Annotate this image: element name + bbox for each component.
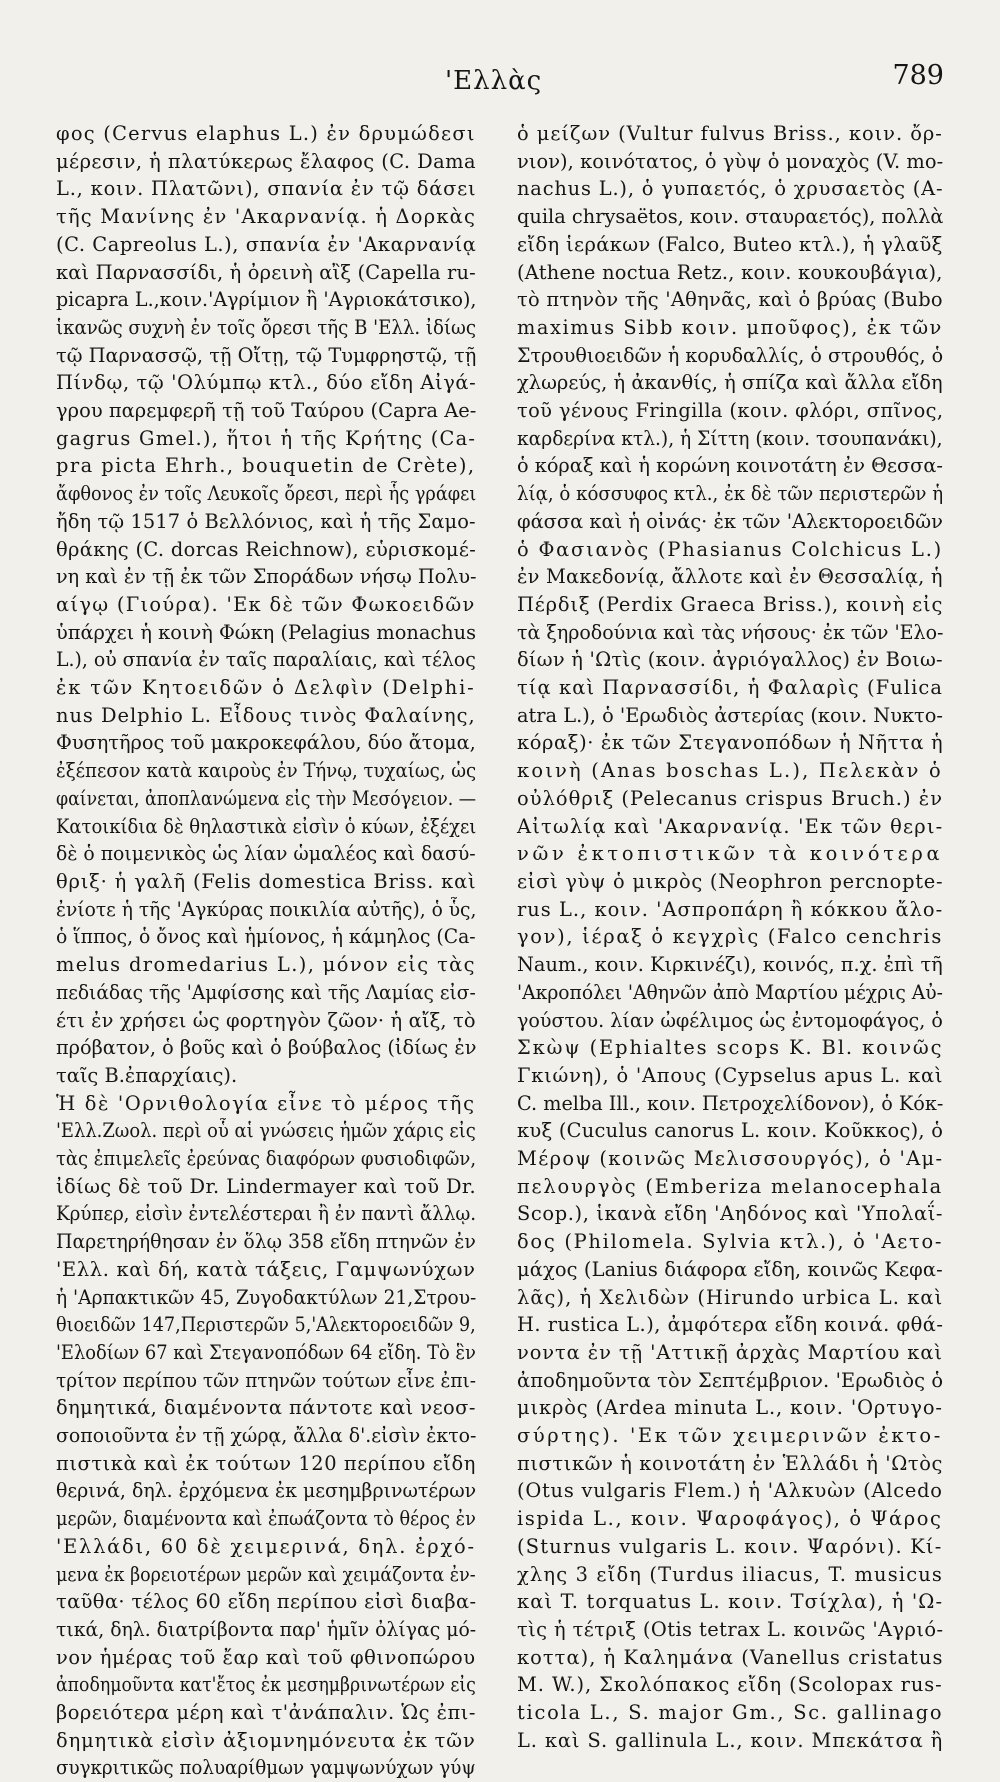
text-line: ἀποδημοῦντα τὸν Σεπτέμβριον. 'Ερωδιὸς ὁ (517, 1368, 944, 1392)
text-line: κοττα), ἡ Καλημάνα (Vanellus cristatus (517, 1645, 944, 1669)
text-line: χλης 3 εἴδη (Turdus iliacus, T. musicus (517, 1562, 944, 1586)
text-line: φαίνεται, ἀποπλανώμενα εἰς τὴν Μεσόγειον. — (56, 786, 476, 810)
text-line: καρδερίνα κτλ.), ἡ Σίττη (κοιν. τσουπανάκι), (517, 426, 943, 450)
text-line: οὐλόθριξ (Pelecanus crispus Bruch.) ἐν (517, 786, 944, 810)
text-line: ἀποδημοῦντα κατ'ἔτος ἐκ μεσημβρινωτέρων εἰς (56, 1673, 476, 1697)
text-line: L., κοιν. Πλατῶνι), σπανία ἐν τῷ δάσει (56, 177, 477, 201)
text-line: Naum., κοιν. Κιρκινέζι), κοινός, π.χ. ἐπὶ τῆ (517, 953, 943, 977)
text-line: πιστικῶν ἡ κοινοτάτη ἐν Ἑλλάδι ἡ 'Ωτὸς (517, 1451, 943, 1475)
text-line: θριξ· ἡ γαλῆ (Felis domestica Briss. καὶ (56, 869, 477, 893)
text-line: ἰδίως δὲ τοῦ Dr. Lindermayer καὶ τοῦ Dr. (56, 1174, 477, 1198)
text-line: δημητικὰ εἰσὶν ἀξιομνημόνευτα ἐκ τῶν (56, 1728, 476, 1752)
text-line: τοῦ γένους Fringilla (κοιν. φλόρι, σπῖνος, (517, 399, 944, 423)
text-line: νῶν ἐκτοπιστικῶν τὰ κοινότερα (517, 842, 944, 866)
text-line: ὁ Φασιανὸς (Phasianus Colchicus L.) (517, 537, 944, 561)
text-line: γον), ἱέραξ ὁ κεγχρὶς (Falco cenchris (517, 925, 944, 949)
text-line: maximus Sibb κοιν. μποῦφος), ἐκ τῶν (517, 315, 943, 339)
text-line: Αἰτωλίᾳ καὶ 'Ακαρνανίᾳ. 'Εκ τῶν θερι- (517, 814, 944, 838)
text-line: κοινὴ (Anas boschas L.), Πελεκὰν ὁ (517, 759, 943, 783)
text-line: συγκριτικῶς πολυαρίθμων γαμψωνύχων γύψ (56, 1756, 476, 1780)
text-line: πελουργὸς (Emberiza melanocephala (517, 1174, 943, 1198)
right-column (517, 120, 944, 1752)
text-line: gagrus Gmel.), ἥτοι ἡ τῆς Κρήτης (Ca- (56, 426, 477, 450)
text-line: ticola L., S. major Gm., Sc. gallinago (517, 1701, 944, 1725)
text-line: M. W.), Σκολόπακος εἴδη (Scolopax rus- (517, 1673, 943, 1697)
text-line: σύρτης). 'Εκ τῶν χειμερινῶν ἐκτο- (517, 1424, 943, 1448)
text-line: πεδιάδας τῆς 'Αμφίσσης καὶ τῆς Λαμίας εἰσ- (56, 980, 476, 1004)
text-line: 'Ελλ.Ζωολ. περὶ οὗ αἱ γνώσεις ἡμῶν χάρις εἰς (56, 1119, 476, 1143)
text-line: μάχος (Lanius διάφορα εἴδη, κοινῶς Κεφα- (517, 1257, 943, 1281)
text-line: θράκης (C. dorcas Reichnow), εὑρισκομέ- (56, 537, 477, 561)
text-line: σοποιοῦντα ἐν τῇ χώρᾳ, ἄλλα δ'.εἰσὶν ἐκτο- (56, 1424, 477, 1448)
text-line: L. καὶ S. gallinula L., κοιν. Μπεκάτσα ἢ (517, 1728, 944, 1752)
page-header (0, 58, 1000, 98)
text-line: τρίτον περίπου τῶν πτηνῶν τούτων εἶνε ἐπι- (56, 1368, 477, 1392)
text-line: ὁ κόραξ καὶ ἡ κορώνη κοινοτάτη ἐν Θεσσα- (517, 454, 943, 478)
text-line: ὑπάρχει ἡ κοινὴ Φώκη (Pelagius monachus (56, 620, 477, 644)
text-line: νη καὶ ἐν τῇ ἐκ τῶν Σποράδων νήσῳ Πολυ- (56, 565, 477, 589)
text-line: τίᾳ καὶ Παρνασσίδι, ἡ Φαλαρὶς (Fulica (517, 676, 944, 700)
text-line: νον ἡμέρας τοῦ ἔαρ καὶ τοῦ φθινοπώρου (56, 1645, 476, 1669)
text-line: λίᾳ, ὁ κόσσυφος κτλ., ἐκ δὲ τῶν περιστερῶν ἡ (517, 482, 944, 506)
text-line: μενα ἐκ βορειοτέρων μερῶν καὶ χειμάζοντα ἐν- (56, 1562, 476, 1586)
text-line: (Otus vulgaris Flem.) ἡ 'Αλκυὼν (Alcedo (517, 1479, 943, 1503)
text-line: ispida L., κοιν. Ψαροφάγος), ὁ Ψάρος (517, 1507, 943, 1531)
text-line: ταῖς Β.ἐπαρχίαις). (56, 1063, 238, 1087)
text-line: δίων ἡ 'Ωτὶς (κοιν. ἀγριόγαλλος) ἐν Βοιω- (517, 648, 943, 672)
text-line: ἐξέπεσον κατὰ καιροὺς ἐν Τήνῳ, τυχαίως, ὡς (56, 759, 477, 783)
text-line: ὁ μείζων (Vultur fulvus Briss., κοιν. ὄρ- (517, 122, 943, 145)
left-column (56, 120, 477, 1780)
text-line: Γκιώνη), ὁ 'Απους (Cypselus apus L. καὶ (517, 1063, 944, 1087)
text-line: γούστου. λίαν ὠφέλιμος ὡς ἐντομοφάγος, ὁ (517, 1008, 943, 1032)
text-line: τῷ Παρνασσῷ, τῇ Οἴτῃ, τῷ Τυμφρηστῷ, τῇ (56, 343, 477, 367)
text-line: nachus L.), ὁ γυπαετός, ὁ χρυσαετὸς (A- (517, 177, 944, 201)
text-line: χλωρεύς, ἡ ἀκανθίς, ἡ σπίζα καὶ ἄλλα εἴδη (517, 371, 943, 395)
text-line: καὶ T. torquatus L. κοιν. Τσίχλα), ἡ 'Ω- (517, 1590, 944, 1614)
text-line: καὶ Παρνασσίδι, ἡ ὀρεινὴ αἲξ (Capella ru- (56, 260, 476, 284)
text-line: (Sturnus vulgaris L. κοιν. Ψαρόνι). Κί- (517, 1534, 943, 1558)
text-line: νοντα ἐν τῇ 'Αττικῇ ἀρχὰς Μαρτίου καὶ (517, 1340, 943, 1364)
text-line: τὰς ἐπιμελεῖς ἐρεύνας διαφόρων φυσιοδιφῶν, (56, 1147, 477, 1171)
text-line: φάσσα καὶ ἡ οἰνάς· ἐκ τῶν 'Αλεκτοροειδῶν (517, 509, 943, 533)
text-line: πρόβατον, ὁ βοῦς καὶ ὁ βούβαλος (ἰδίως ἐν (56, 1036, 477, 1060)
page-number: 789 (892, 60, 944, 91)
text-line: Πέρδιξ (Perdix Graeca Briss.), κοινὴ εἰς (517, 592, 944, 616)
text-line: ὁ ἵππος, ὁ ὄνος καὶ ἡμίονος, ἡ κάμηλος (Ca- (56, 925, 476, 949)
text-line: μικρὸς (Ardea minuta L., κοιν. 'Ορτυγο- (517, 1396, 943, 1420)
text-line: δὲ ὁ ποιμενικὸς ὡς λίαν ὡμαλέος καὶ δασύ- (56, 842, 476, 866)
text-line: νιον), κοινότατος, ὁ γὺψ ὁ μοναχὸς (V. mo- (517, 149, 944, 173)
text-line: τὰ ξηροδούνια καὶ τὰς νήσους· ἐκ τῶν 'Ελο- (517, 620, 944, 644)
text-line: ἐνίοτε ἡ τῆς 'Αγκύρας ποικιλία αὐτῆς), ὁ ὗς, (56, 897, 477, 921)
text-line: φος (Cervus elaphus L.) ἐν δρυμώδεσι (56, 122, 476, 145)
text-line: τῆς Μανίνης ἐν 'Ακαρνανίᾳ. ἡ Δορκὰς (56, 205, 477, 229)
text-line: βορειότερα μέρη καὶ τ'ἀνάπαλιν. Ὡς ἐπι- (56, 1701, 476, 1725)
text-line: δημητικά, διαμένοντα πάντοτε καὶ νεοσ- (56, 1396, 476, 1420)
text-line: έτι ἐν χρήσει ὡς φορτηγὸν ζῶον· ἡ αἴξ, τὸ (56, 1008, 476, 1032)
text-line: τὸ πτηνὸν τῆς 'Αθηνᾶς, καὶ ὁ βρύας (Bubo (517, 288, 943, 312)
text-line: 'Ελοδίων 67 καὶ Στεγανοπόδων 64 εἴδη. Τὸ ἓν (56, 1340, 476, 1364)
text-line: ἱκανῶς συχνὴ ἐν τοῖς ὄρεσι τῆς Β 'Ελλ. ἰδίως (56, 315, 477, 339)
running-title: 'Ελλὰς (445, 66, 543, 96)
text-line: εἰσὶ γὺψ ὁ μικρὸς (Neophron percnopte- (517, 869, 944, 893)
text-line: L.), οὐ σπανία ἐν ταῖς παραλίαις, καὶ τέλος (56, 648, 476, 672)
text-line: Στρουθιοειδῶν ἡ κορυδαλλίς, ὁ στρουθός, ὁ (517, 343, 944, 367)
text-line: κόραξ)· ἐκ τῶν Στεγανοπόδων ἡ Νῆττα ἡ (517, 731, 944, 755)
text-line: quila chrysaëtos, κοιν. σταυραετός), πολλὰ (517, 205, 944, 229)
text-line: ἄφθονος ἐν τοῖς Λευκοῖς ὄρεσι, περὶ ἧς γράφει (56, 482, 477, 506)
text-line: (C. Capreolus L.), σπανία ἐν 'Ακαρνανίᾳ (56, 232, 477, 256)
text-line: μέρεσιν, ἡ πλατύκερως ἔλαφος (C. Dama (56, 149, 477, 173)
text-line: (Athene noctua Retz., κοιν. κουκουβάγια), (517, 260, 943, 284)
text-line: εἴδη ἱεράκων (Falco, Buteo κτλ.), ἡ γλαῦξ (517, 232, 943, 256)
text-line: Σκὼψ (Ephialtes scops K. Bl. κοινῶς (517, 1036, 944, 1060)
text-line: τὶς ἡ τέτριξ (Otis tetrax L. κοινῶς 'Αγριό- (517, 1617, 944, 1641)
text-line: rus L., κοιν. 'Ασπροπάρη ἢ κόκκου ἄλο- (517, 897, 944, 921)
text-line: Κατοικίδια δὲ θηλαστικὰ εἰσὶν ὁ κύων, ἐξέχει (56, 814, 477, 838)
text-line: δος (Philomela. Sylvia κτλ.), ὁ 'Αετο- (517, 1230, 944, 1254)
text-line: τικά, δηλ. διατρίβοντα παρ' ἡμῖν ὀλίγας μό- (56, 1617, 477, 1641)
text-line: Μέροψ (κοινῶς Μελισσουργός), ὁ 'Αμ- (517, 1147, 944, 1171)
text-line: θερινά, δηλ. ἐρχόμενα ἐκ μεσημβρινωτέρων (56, 1479, 477, 1503)
text-line: 'Ελλ. καὶ δή, κατὰ τάξεις, Γαμψωνύχων (56, 1257, 476, 1281)
text-line: Πίνδῳ, τῷ 'Ολύμπῳ κτλ., δύο εἴδη Αἰγά- (56, 371, 477, 395)
text-line: κυξ (Cuculus canorus L. κοιν. Κοῦκκος), ὁ (517, 1119, 944, 1143)
text-line: ἐκ τῶν Κητοειδῶν ὁ Δελφὶν (Delphi- (56, 676, 476, 700)
text-line: nus Delphio L. Εἶδους τινὸς Φαλαίνης, (56, 703, 476, 727)
text-line: ἐν Μακεδονίᾳ, ἄλλοτε καὶ ἐν Θεσσαλίᾳ, ἡ (517, 565, 943, 589)
text-line: Scop.), ἱκανὰ εἴδη 'Αηδόνος καὶ 'Υπολαΐ- (517, 1202, 944, 1226)
text-line: λᾶς), ἡ Χελιδὼν (Hirundo urbica L. καὶ (517, 1285, 944, 1309)
text-line: C. melba Ill., κοιν. Πετροχελίδονον), ὁ Κόκ- (517, 1091, 944, 1115)
text-line: Ἡ δὲ 'Ορνιθολογία εἶνε τὸ μέρος τῆς (56, 1091, 476, 1115)
text-line: pra picta Ehrh., bouquetin de Crète), (56, 454, 476, 478)
text-line: picapra L.,κοιν.'Αγρίμιον ἢ 'Αγριοκάτσικο), (56, 288, 477, 312)
text-line: μερῶν, διαμένοντα καὶ ἐπωάζοντα τὸ θέρος ἐν (56, 1507, 476, 1531)
text-line: melus dromedarius L.), μόνον εἰς τὰς (56, 953, 476, 977)
text-line: αίγῳ (Γιούρα). 'Εκ δὲ τῶν Φωκοειδῶν (56, 592, 476, 616)
text-line: Κρύπερ, εἰσὶν ἐντελέστεραι ἢ ἐν παντὶ ἄλλῳ. (56, 1202, 477, 1226)
text-line: 'Ακροπόλει 'Αθηνῶν ἀπὸ Μαρτίου μέχρις Αὐ- (517, 980, 943, 1004)
text-line: H. rustica L.), ἀμφότερα εἴδη κοινά. φθά- (517, 1313, 944, 1337)
text-line: 'Ελλάδι, 60 δὲ χειμερινά, δηλ. ἐρχό- (56, 1534, 476, 1558)
text-line: Φυσητῆρος τοῦ μακροκεφάλου, δύο ἄτομα, (56, 731, 476, 755)
text-line: ἡ 'Αρπακτικῶν 45, Ζυγοδακτύλων 21,Στρου- (56, 1285, 477, 1309)
text-line: ταῦθα· τέλος 60 εἴδη περίπου εἰσὶ διαβα- (56, 1590, 477, 1614)
text-line: γρου παρεμφερῆ τῇ τοῦ Ταύρου (Capra Ae- (56, 399, 477, 423)
text-line: πιστικὰ καὶ ἐκ τούτων 120 περίπου εἴδη (56, 1451, 476, 1475)
text-line: ἤδη τῷ 1517 ὁ Βελλόνιος, καὶ ἡ τῆς Σαμο- (56, 509, 476, 533)
text-line: Παρετηρήθησαν ἐν ὅλῳ 358 εἴδη πτηνῶν ἐν (56, 1230, 476, 1254)
text-line: θιοειδῶν 147,Περιστερῶν 5,'Αλεκτοροειδῶν 9, (56, 1313, 476, 1337)
text-line: atra L.), ὁ 'Ερωδιὸς ἀστερίας (κοιν. Νυκτο- (517, 703, 943, 727)
